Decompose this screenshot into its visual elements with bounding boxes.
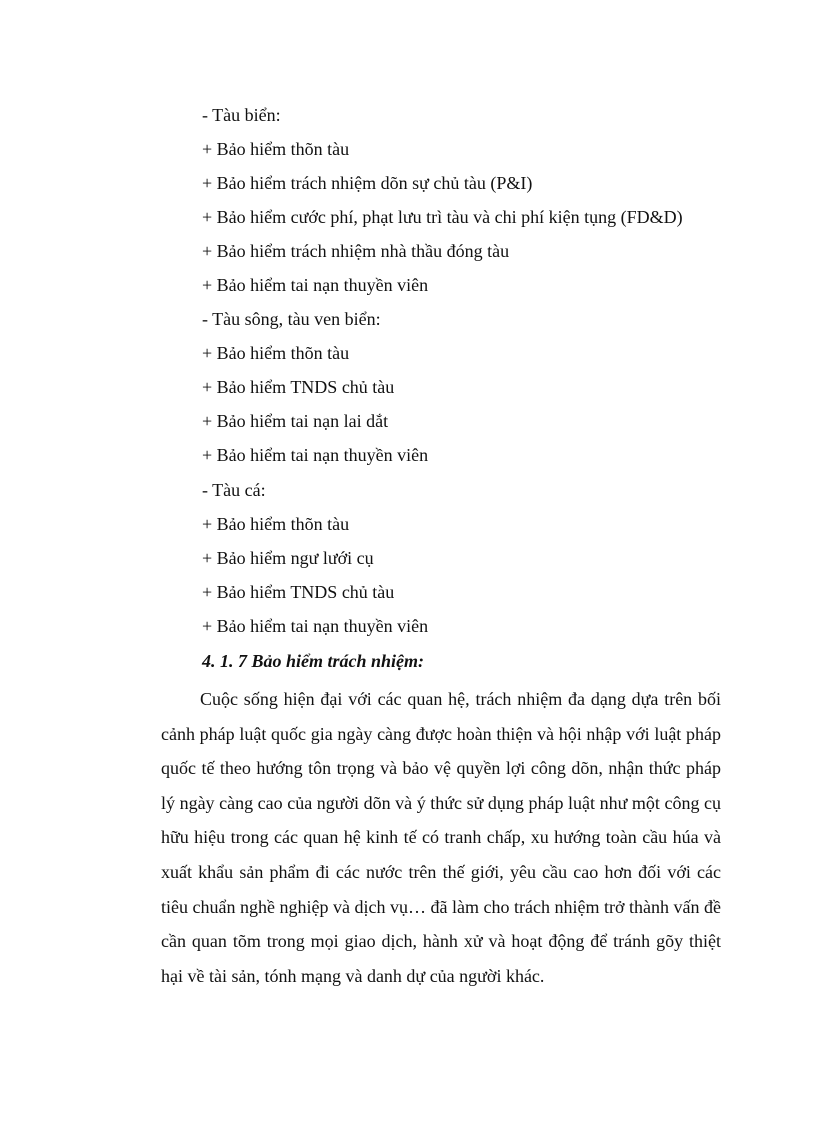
list-item: + Bảo hiểm thõn tàu [202, 343, 350, 363]
list-item: + Bảo hiểm trách nhiệm dõn sự chủ tàu (P&I) [202, 173, 533, 193]
list-item: + Bảo hiểm thõn tàu [202, 139, 350, 159]
section-heading: 4. 1. 7 Bảo hiểm trách nhiệm: [202, 651, 425, 671]
body-paragraph-container [161, 682, 721, 993]
list-item: + Bảo hiểm cước phí, phạt lưu trì tàu và chi phí kiện tụng (FD&D) [202, 207, 683, 227]
category-tau-bien: - Tàu biển: [202, 105, 281, 125]
list-item: + Bảo hiểm thõn tàu [202, 514, 350, 534]
category-tau-ca: - Tàu cá: [202, 480, 266, 500]
list-item: + Bảo hiểm ngư lưới cụ [202, 548, 374, 568]
body-paragraph: Cuộc sống hiện đại với các quan hệ, trách nhiệm đa dạng dựa trên bối cảnh pháp luật quốc gia ngày càng được hoàn thiện và hội nhập với luật pháp quốc tế theo hướng tôn trọng và bảo vệ quyền lợi công dõn, nhận thức pháp lý ngày càng cao của người dõn và ý thức sử dụng pháp luật như một công cụ hữu hiệu trong các quan hệ kinh tế có tranh chấp, xu hướng toàn cầu húa và xuất khẩu sản phẩm đi các nước trên thế giới, yêu cầu cao hơn đối với các tiêu chuẩn nghề nghiệp và dịch vụ… đã làm cho trách nhiệm trở thành vấn đề cần quan tõm trong mọi giao dịch, hành xử và hoạt động để tránh gõy thiệt hại về tài sản, tónh mạng và danh dự của người khác. [161, 689, 721, 986]
list-item: + Bảo hiểm TNDS chủ tàu [202, 582, 395, 602]
list-item: + Bảo hiểm TNDS chủ tàu [202, 377, 395, 397]
list-item: + Bảo hiểm tai nạn thuyền viên [202, 616, 429, 636]
list-item: + Bảo hiểm tai nạn lai dắt [202, 411, 389, 431]
list-item: + Bảo hiểm tai nạn thuyền viên [202, 445, 429, 465]
list-item: + Bảo hiểm trách nhiệm nhà thầu đóng tàu [202, 241, 510, 261]
category-tau-song: - Tàu sông, tàu ven biển: [202, 309, 381, 329]
list-item: + Bảo hiểm tai nạn thuyền viên [202, 275, 429, 295]
